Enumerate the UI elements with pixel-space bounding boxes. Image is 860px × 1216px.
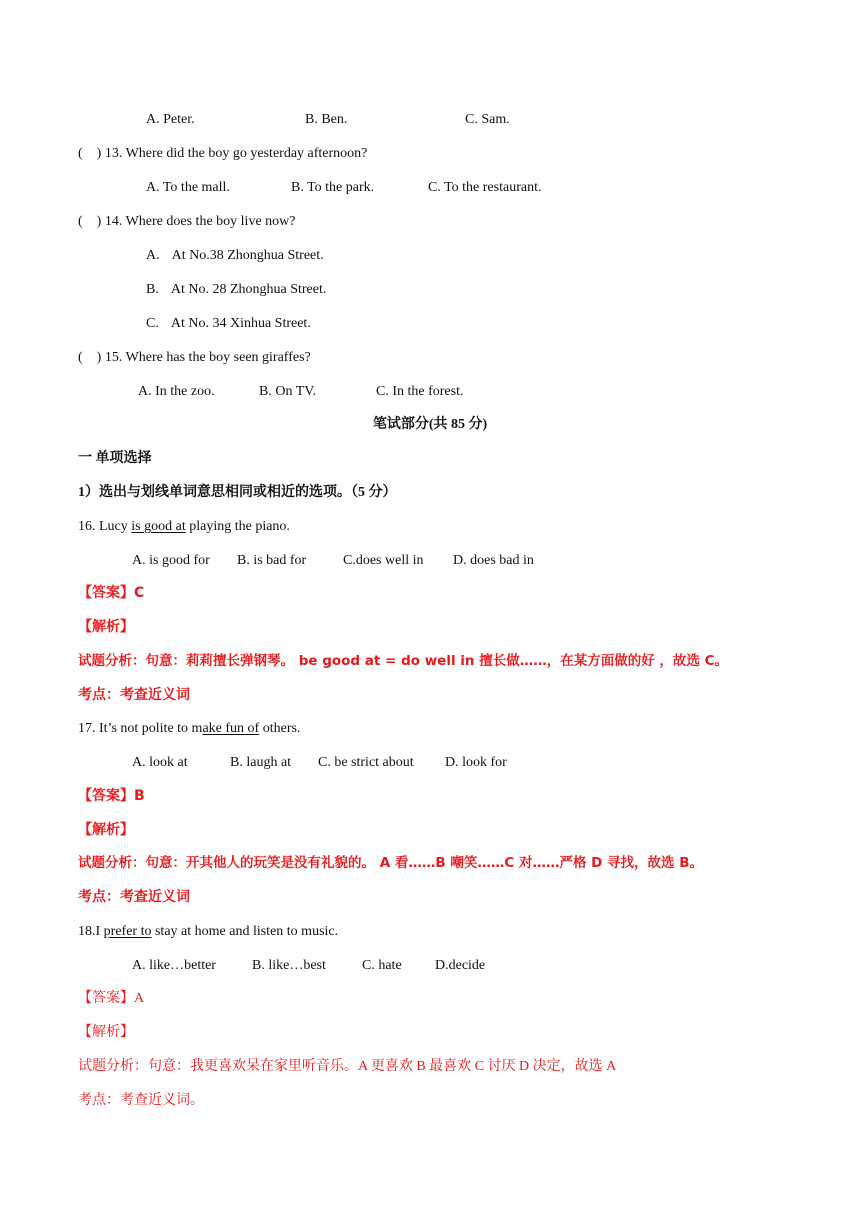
q16-analysis-label: 【解析】: [78, 619, 134, 635]
q17-option-d: D. look for: [445, 755, 507, 770]
q13-paren-close: ): [96, 146, 102, 161]
q14-paren-open: (: [78, 214, 83, 229]
q13-question: [78, 145, 367, 163]
q17-option-c: C. be strict about: [318, 755, 414, 770]
q16-option-a: A. is good for: [132, 553, 210, 568]
q17-question: 17. It’s not polite to make fun of others.: [78, 721, 301, 736]
q16-option-d: D. does bad in: [453, 553, 534, 568]
q16-option-c: C.does well in: [343, 553, 424, 568]
q15-option-b: B. On TV.: [259, 384, 317, 399]
part-one-title: 一 单项选择: [78, 451, 152, 466]
q18-point: 考点：考查近义词。: [78, 1093, 204, 1108]
q14-option-a: A. At No.38 Zhonghua Street.: [146, 248, 324, 263]
q17-answer: 【答案】B: [78, 788, 145, 804]
q13-paren-open: (: [78, 146, 83, 161]
q13-option-a: A. To the mall.: [146, 180, 230, 195]
q17-option-b: B. laugh at: [230, 755, 292, 770]
q18-question: 18.I prefer to stay at home and listen to music.: [78, 924, 339, 939]
q18-analysis: 试题分析：句意：我更喜欢呆在家里听音乐。A 更喜欢 B 最喜欢 C 讨厌 D 决定，故选 A: [78, 1059, 617, 1074]
q12-option-c: C. Sam.: [465, 112, 510, 127]
q17-analysis: 试题分析：句意：开其他人的玩笑是没有礼貌的。 A 看……B 嘲笑……C 对……严格 D 寻找，故选 B。: [78, 855, 704, 871]
q18-answer: 【答案】A: [78, 991, 145, 1006]
q14-question: [78, 213, 295, 231]
q17-point: 考点：考查近义词: [78, 889, 190, 905]
q13-option-b: B. To the park.: [291, 180, 375, 195]
q14-option-c: C. At No. 34 Xinhua Street.: [146, 316, 311, 331]
q16-analysis: 试题分析：句意：莉莉擅长弹钢琴。 be good at = do well in 擅长做……，在某方面做的好 ，故选 C。: [78, 653, 729, 669]
q13-text: 13. Where did the boy go yesterday afternoon?: [104, 146, 368, 161]
q15-paren-close: ): [96, 350, 102, 365]
q12-option-a: A. Peter.: [146, 112, 195, 127]
q18-option-b: B. like…best: [252, 958, 326, 973]
q15-question: [78, 349, 311, 367]
q17-option-a: A. look at: [132, 755, 188, 770]
q16-point: 考点：考查近义词: [78, 687, 190, 703]
q15-text: 15. Where has the boy seen giraffes?: [104, 350, 311, 365]
q16-option-b: B. is bad for: [237, 553, 307, 568]
q15-paren-open: (: [78, 350, 83, 365]
q15-option-a: A. In the zoo.: [138, 384, 215, 399]
q18-option-d: D.decide: [435, 958, 486, 973]
q18-option-c: C. hate: [362, 958, 402, 973]
written-section-title: 笔试部分(共 85 分): [372, 417, 488, 432]
q17-analysis-label: 【解析】: [78, 822, 134, 838]
q18-option-a: A. like…better: [132, 958, 216, 973]
q14-option-b: B. At No. 28 Zhonghua Street.: [146, 282, 327, 297]
q18-underlined: prefer to: [103, 924, 152, 939]
sub-one-title: 1）选出与划线单词意思相同或相近的选项。（5 分）: [78, 485, 397, 500]
q16-question: 16. Lucy is good at playing the piano.: [78, 519, 290, 534]
q15-option-c: C. In the forest.: [376, 384, 464, 399]
q14-paren-close: ): [96, 214, 102, 229]
q16-answer: 【答案】C: [78, 585, 145, 601]
q14-text: 14. Where does the boy live now?: [104, 214, 296, 229]
q17-underlined: ake fun of: [202, 721, 260, 736]
q13-option-c: C. To the restaurant.: [428, 180, 542, 195]
q18-analysis-label: 【解析】: [78, 1025, 134, 1040]
q12-option-b: B. Ben.: [305, 112, 348, 127]
q16-underlined: is good at: [131, 519, 186, 534]
